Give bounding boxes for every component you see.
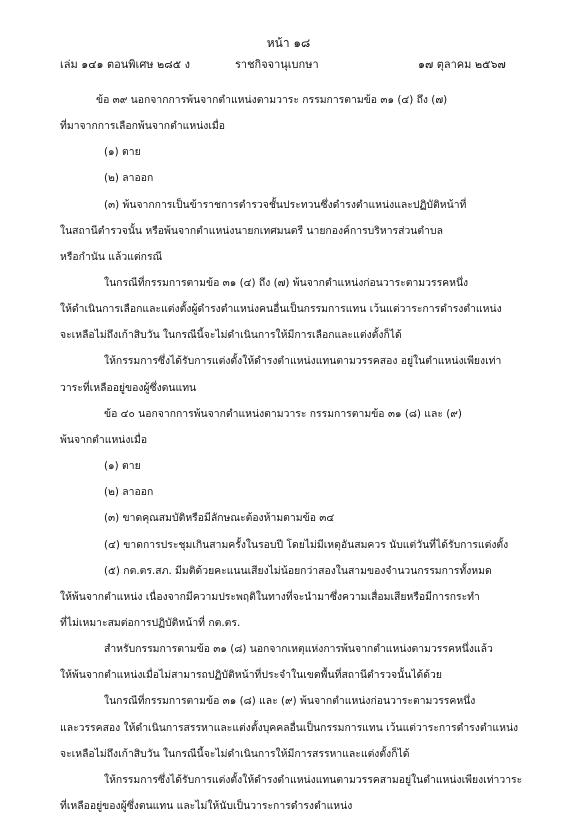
text-line: ให้กรรมการซึ่งได้รับการแต่งตั้งให้ดำรงตำแหน่งแทนตามวรรคสามอยู่ในตำแหน่งเพียงเท่าวาระ — [104, 773, 523, 786]
text-line: (๑) ตาย — [104, 460, 141, 473]
publication-date: ๑๗ ตุลาคม ๒๕๖๗ — [418, 58, 506, 71]
text-line: ในกรณีที่กรรมการตามข้อ ๓๑ (๘) และ (๙) พ้นจากตำแหน่งก่อนวาระตามวรรคหนึ่ง — [104, 695, 476, 708]
text-line: (๑) ตาย — [104, 146, 141, 159]
text-line: ที่เหลืออยู่ของผู้ซึ่งตนแทน และไม่ให้นับเป็นวาระการดำรงตำแหน่ง — [60, 800, 353, 812]
text-line: ในสถานีตำรวจนั้น หรือพ้นจากตำแหน่งนายกเทศมนตรี นายกองค์การบริหารส่วนตำบล — [60, 224, 443, 237]
text-line: และวรรคสอง ให้ดำเนินการสรรหาและแต่งตั้งบุคคลอื่นเป็นกรรมการแทน เว้นแต่วาระการดำรงตำแหน่ง — [60, 721, 519, 734]
text-line: จะเหลือไม่ถึงเก้าสิบวัน ในกรณีนี้จะไม่ดำเนินการให้มีการเลือกและแต่งตั้งก็ได้ — [60, 329, 402, 342]
text-line: จะเหลือไม่ถึงเก้าสิบวัน ในกรณีนี้จะไม่ดำเนินการให้มีการสรรหาและแต่งตั้งก็ได้ — [60, 747, 410, 760]
text-line: พ้นจากตำแหน่งเมื่อ — [60, 433, 148, 446]
text-line: (๒) ลาออก — [104, 172, 154, 185]
text-line: ข้อ ๔๐ นอกจากการพ้นจากตำแหน่งตามวาระ กรรมการตามข้อ ๓๑ (๘) และ (๙) — [104, 407, 462, 420]
text-line: สำหรับกรรมการตามข้อ ๓๑ (๘) นอกจากเหตุแห่งการพ้นจากตำแหน่งตามวรรคหนึ่งแล้ว — [104, 643, 493, 656]
volume-info: เล่ม ๑๔๑ ตอนพิเศษ ๒๘๕ ง — [60, 58, 190, 71]
text-line: ข้อ ๓๙ นอกจากการพ้นจากตำแหน่งตามวาระ กรรมการตามข้อ ๓๑ (๔) ถึง (๗) — [96, 94, 448, 106]
text-line: ในกรณีที่กรรมการตามข้อ ๓๑ (๔) ถึง (๗) พ้นจากตำแหน่งก่อนวาระตามวรรคหนึ่ง — [104, 277, 469, 290]
text-line: ให้พ้นจากตำแหน่งเมื่อไม่สามารถปฏิบัติหน้าที่ประจำในเขตพื้นที่สถานีตำรวจนั้นได้ด้วย — [60, 669, 442, 682]
text-line: (๓) พ้นจากการเป็นข้าราชการตำรวจชั้นประทวนซึ่งดำรงตำแหน่งและปฏิบัติหน้าที่ — [104, 198, 467, 211]
gazette-name: ราชกิจจานุเบกษา — [235, 58, 319, 71]
text-line: (๒) ลาออก — [104, 486, 154, 499]
text-line: ที่ไม่เหมาะสมต่อการปฏิบัติหน้าที่ กต.ตร. — [60, 616, 241, 629]
page-number: หน้า ๑๘ — [266, 36, 311, 50]
text-line: หรือกำนัน แล้วแต่กรณี — [60, 250, 163, 263]
text-line: วาระที่เหลืออยู่ของผู้ซึ่งตนแทน — [60, 381, 197, 394]
text-line: ให้ดำเนินการเลือกและแต่งตั้งผู้ดำรงตำแหน่งคนอื่นเป็นกรรมการแทน เว้นแต่วาระการดำรงตำแหน่ง — [60, 303, 502, 316]
text-line: ให้พ้นจากตำแหน่ง เนื่องจากมีความประพฤติในทางที่จะนำมาซึ่งความเสื่อมเสียหรือมีการกระทำ — [60, 590, 480, 603]
text-line: (๕) กต.ตร.สภ. มีมติด้วยคะแนนเสียงไม่น้อยกว่าสองในสามของจำนวนกรรมการทั้งหมด — [104, 564, 492, 577]
text-line: (๔) ขาดการประชุมเกินสามครั้งในรอบปี โดยไม่มีเหตุอันสมควร นับแต่วันที่ได้รับการแต่งตั้ง — [104, 538, 509, 551]
text-line: (๓) ขาดคุณสมบัติหรือมีลักษณะต้องห้ามตามข้อ ๓๔ — [104, 512, 335, 525]
text-line: ที่มาจากการเลือกพ้นจากตำแหน่งเมื่อ — [60, 120, 226, 133]
text-line: ให้กรรมการซึ่งได้รับการแต่งตั้งให้ดำรงตำแหน่งแทนตามวรรคสอง อยู่ในตำแหน่งเพียงเท่า — [104, 355, 502, 368]
